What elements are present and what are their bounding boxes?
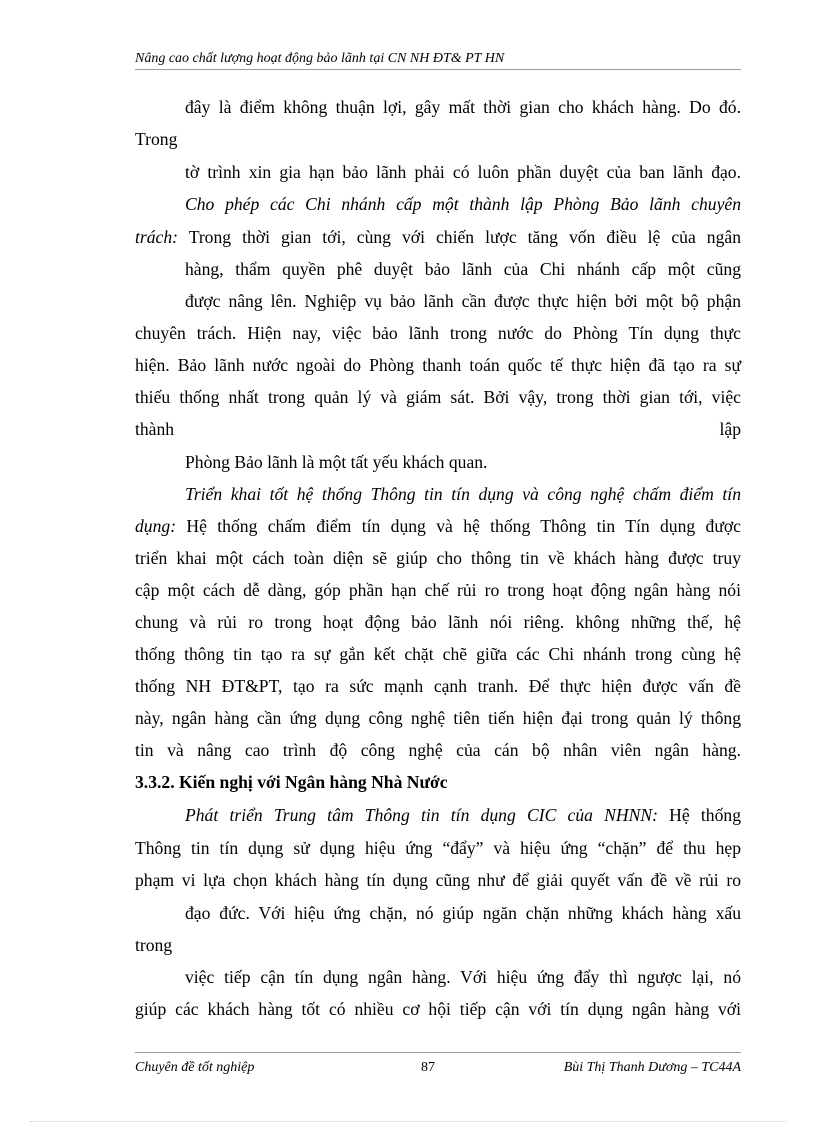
run-in-heading: trách: [135,227,178,247]
body-line: thống thông tin tạo ra sự gắn kết chặt chẽ giữa các Chi nhánh trong cùng hệ [135,644,741,664]
body-line [135,514,741,538]
page-footer [135,1052,741,1075]
body-line: trong [135,935,173,955]
body-line: chung và rủi ro trong hoạt động bảo lãnh nói riêng. không những thế, hệ [135,612,741,632]
body-line: Trong [135,129,178,149]
run-in-heading: Phát triển Trung tâm Thông tin tín dụng CIC của NHNN: [185,805,658,825]
body-line: hiện. Bảo lãnh nước ngoài do Phòng thanh toán quốc tế thực hiện đã tạo ra sự [135,355,741,375]
body-line: Phòng Bảo lãnh là một tất yếu khách quan. [185,452,488,472]
line-left-word: thành [135,419,175,439]
body-line: Thông tin tín dụng sử dụng hiệu ứng “đẩy” và hiệu ứng “chặn” để thu hẹp [135,838,741,858]
body-line: triển khai một cách toàn diện sẽ giúp cho thông tin về khách hàng được truy [135,548,741,568]
page-number: 87 [421,1060,435,1075]
body-line: này, ngân hàng cần ứng dụng công nghệ tiên tiến hiện đại trong quản lý thông [135,708,741,728]
run-in-heading: dụng: [135,516,177,536]
body-line: việc tiếp cận tín dụng ngân hàng. Với hiệu ứng đẩy thì ngược lại, nó [185,967,741,987]
body-line: Triển khai tốt hệ thống Thông tin tín dụng và công nghệ chấm điểm tín [185,484,741,504]
body-line: Cho phép các Chi nhánh cấp một thành lập Phòng Bảo lãnh chuyên [185,194,741,214]
body-line: được nâng lên. Nghiệp vụ bảo lãnh cần được thực hiện bởi một bộ phận [185,291,741,311]
body-text: Hệ thống chấm điểm tín dụng và hệ thống Thông tin Tín dụng được [176,516,741,536]
footer-author: Bùi Thị Thanh Dương – TC44A [563,1060,741,1075]
running-header: Nâng cao chất lượng hoạt động bảo lãnh tại CN NH ĐT& PT HN [135,50,741,70]
section-heading: 3.3.2. Kiến nghị với Ngân hàng Nhà Nước [135,772,448,792]
body-line: thống NH ĐT&PT, tạo ra sức mạnh cạnh tranh. Để thực hiện được vấn đề [135,676,741,696]
body-line: giúp các khách hàng tốt có nhiều cơ hội tiếp cận với tín dụng ngân hàng với [135,999,741,1019]
body-line [185,803,741,827]
body-line: phạm vi lựa chọn khách hàng tín dụng cũng như để giải quyết vấn đề về rủi ro [135,870,741,890]
body-line [135,417,741,441]
body-line: thiếu thống nhất trong quản lý và giám sát. Bởi vậy, trong thời gian tới, việc [135,387,741,407]
body-line: đây là điểm không thuận lợi, gây mất thời gian cho khách hàng. Do đó. [185,97,741,117]
body-text: Hệ thống [657,805,741,825]
body-line: đạo đức. Với hiệu ứng chặn, nó giúp ngăn chặn những khách hàng xấu [185,903,741,923]
line-right-word: lập [719,419,741,439]
body-line [135,225,741,249]
body-line: tin và nâng cao trình độ công nghệ của cán bộ nhân viên ngân hàng. [135,740,741,760]
body-line: tờ trình xin gia hạn bảo lãnh phải có luôn phần duyệt của ban lãnh đạo. [185,162,741,182]
footer-title: Chuyên đề tốt nghiệp [135,1060,255,1075]
body-line: chuyên trách. Hiện nay, việc bảo lãnh trong nước do Phòng Tín dụng thực [135,323,741,343]
body-line: cập một cách dễ dàng, góp phần hạn chế rủi ro trong hoạt động ngân hàng nói [135,580,741,600]
body-line: hàng, thẩm quyền phê duyệt bảo lãnh của Chi nhánh cấp một cũng [185,259,741,279]
page-break-divider [30,1121,786,1122]
body-text: Trong thời gian tới, cùng với chiến lược tăng vốn điều lệ của ngân [178,227,741,247]
